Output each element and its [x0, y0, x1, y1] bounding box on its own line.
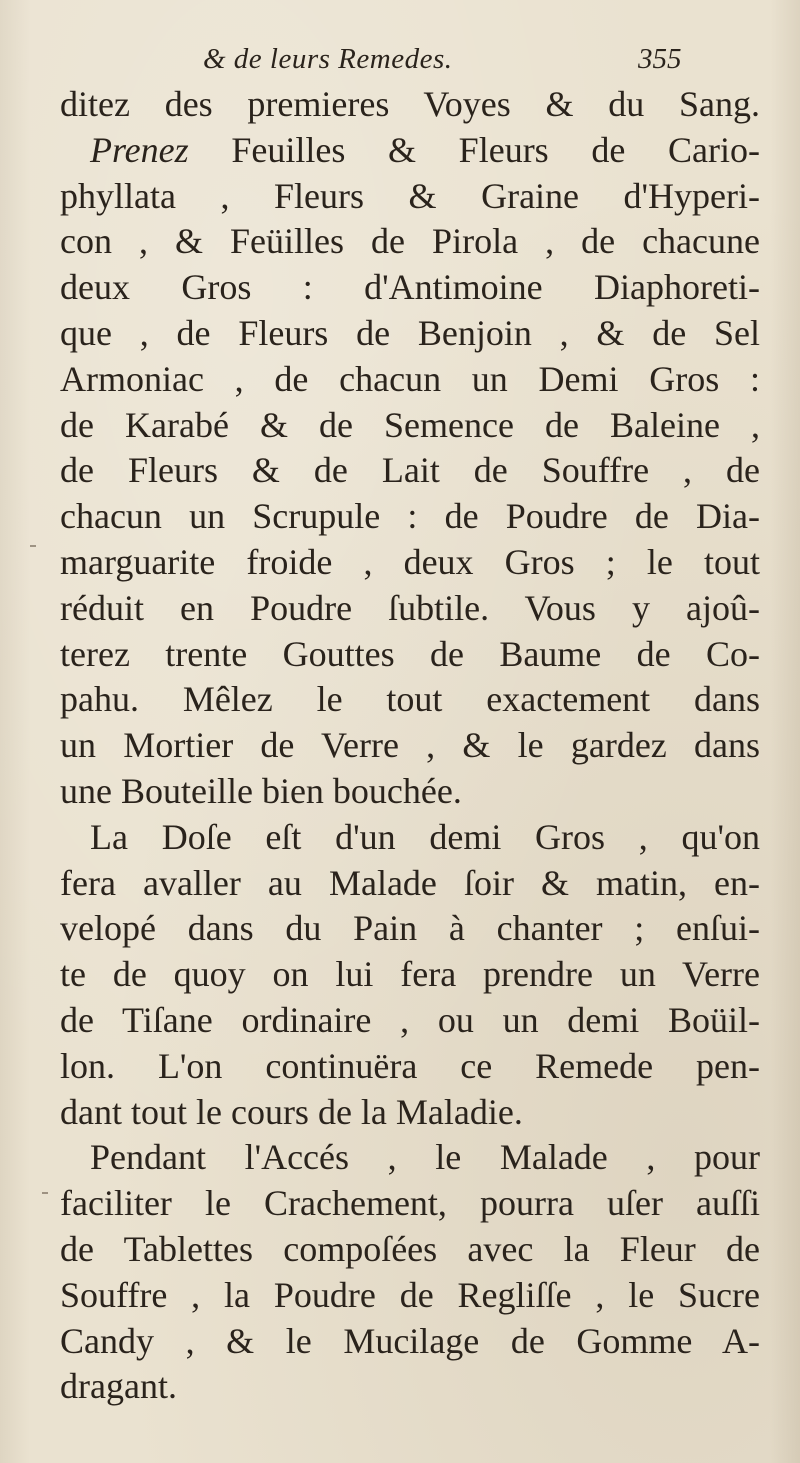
prenez-word: Prenez: [90, 129, 189, 170]
text-line: réduit en Poudre ſubtile. Vous y ajoû-: [60, 587, 760, 628]
text-line: ditez des premieres Voyes & du Sang.: [60, 84, 760, 124]
running-head: & de leurs Remedes.: [203, 43, 453, 75]
text-line: La Doſe eſt d'un demi Gros , qu'on: [90, 816, 760, 857]
text-line: marguarite froide , deux Gros ; le tout: [60, 541, 760, 582]
text-line: con , & Feüilles de Pirola , de chacune: [60, 221, 760, 262]
text-line: dragant.: [60, 1366, 177, 1407]
text-line: Feuilles & Fleurs de Cario-: [231, 129, 760, 170]
text-line: Souffre , la Poudre de Regliſſe , le Sucre: [60, 1274, 760, 1315]
text-line: velopé dans du Pain à chanter ; enſui-: [60, 908, 760, 949]
text-line: Pendant l'Accés , le Malade , pour: [90, 1137, 760, 1178]
text-line: de Karabé & de Semence de Baleine ,: [60, 404, 760, 445]
text-line: dant tout le cours de la Maladie.: [60, 1091, 523, 1132]
text-line: une Bouteille bien bouchée.: [60, 770, 462, 811]
text-line: de Tiſane ordinaire , ou un demi Boüil-: [60, 999, 760, 1040]
page-number: 355: [638, 43, 682, 75]
margin-mark: [42, 1192, 48, 1194]
text-line: Armoniac , de chacun un Demi Gros :: [60, 358, 760, 399]
text-line: que , de Fleurs de Benjoin , & de Sel: [60, 312, 760, 353]
text-line: lon. L'on continuëra ce Remede pen-: [60, 1045, 760, 1086]
text-line: phyllata , Fleurs & Graine d'Hyperi-: [60, 175, 760, 216]
text-line: un Mortier de Verre , & le gardez dans: [60, 725, 760, 766]
text-line: te de quoy on lui fera prendre un Verre: [60, 954, 760, 995]
text-line: chacun un Scrupule : de Poudre de Dia-: [60, 496, 760, 537]
text-line: pahu. Mêlez le tout exactement dans: [60, 679, 760, 720]
margin-mark: [30, 545, 36, 547]
body-text: [60, 82, 760, 1410]
text-line: Candy , & le Mucilage de Gomme A-: [60, 1320, 760, 1361]
text-line: faciliter le Crachement, pourra uſer auſſi: [60, 1183, 760, 1224]
page-header: [0, 35, 800, 83]
text-line: de Fleurs & de Lait de Souffre , de: [60, 450, 760, 491]
text-line: terez trente Gouttes de Baume de Co-: [60, 633, 760, 674]
text-line: deux Gros : d'Antimoine Diaphoreti-: [60, 267, 760, 308]
text-line: de Tablettes compoſées avec la Fleur de: [60, 1228, 760, 1269]
text-line: fera avaller au Malade ſoir & matin, en-: [60, 862, 760, 903]
text-line-prenez: [60, 128, 760, 174]
